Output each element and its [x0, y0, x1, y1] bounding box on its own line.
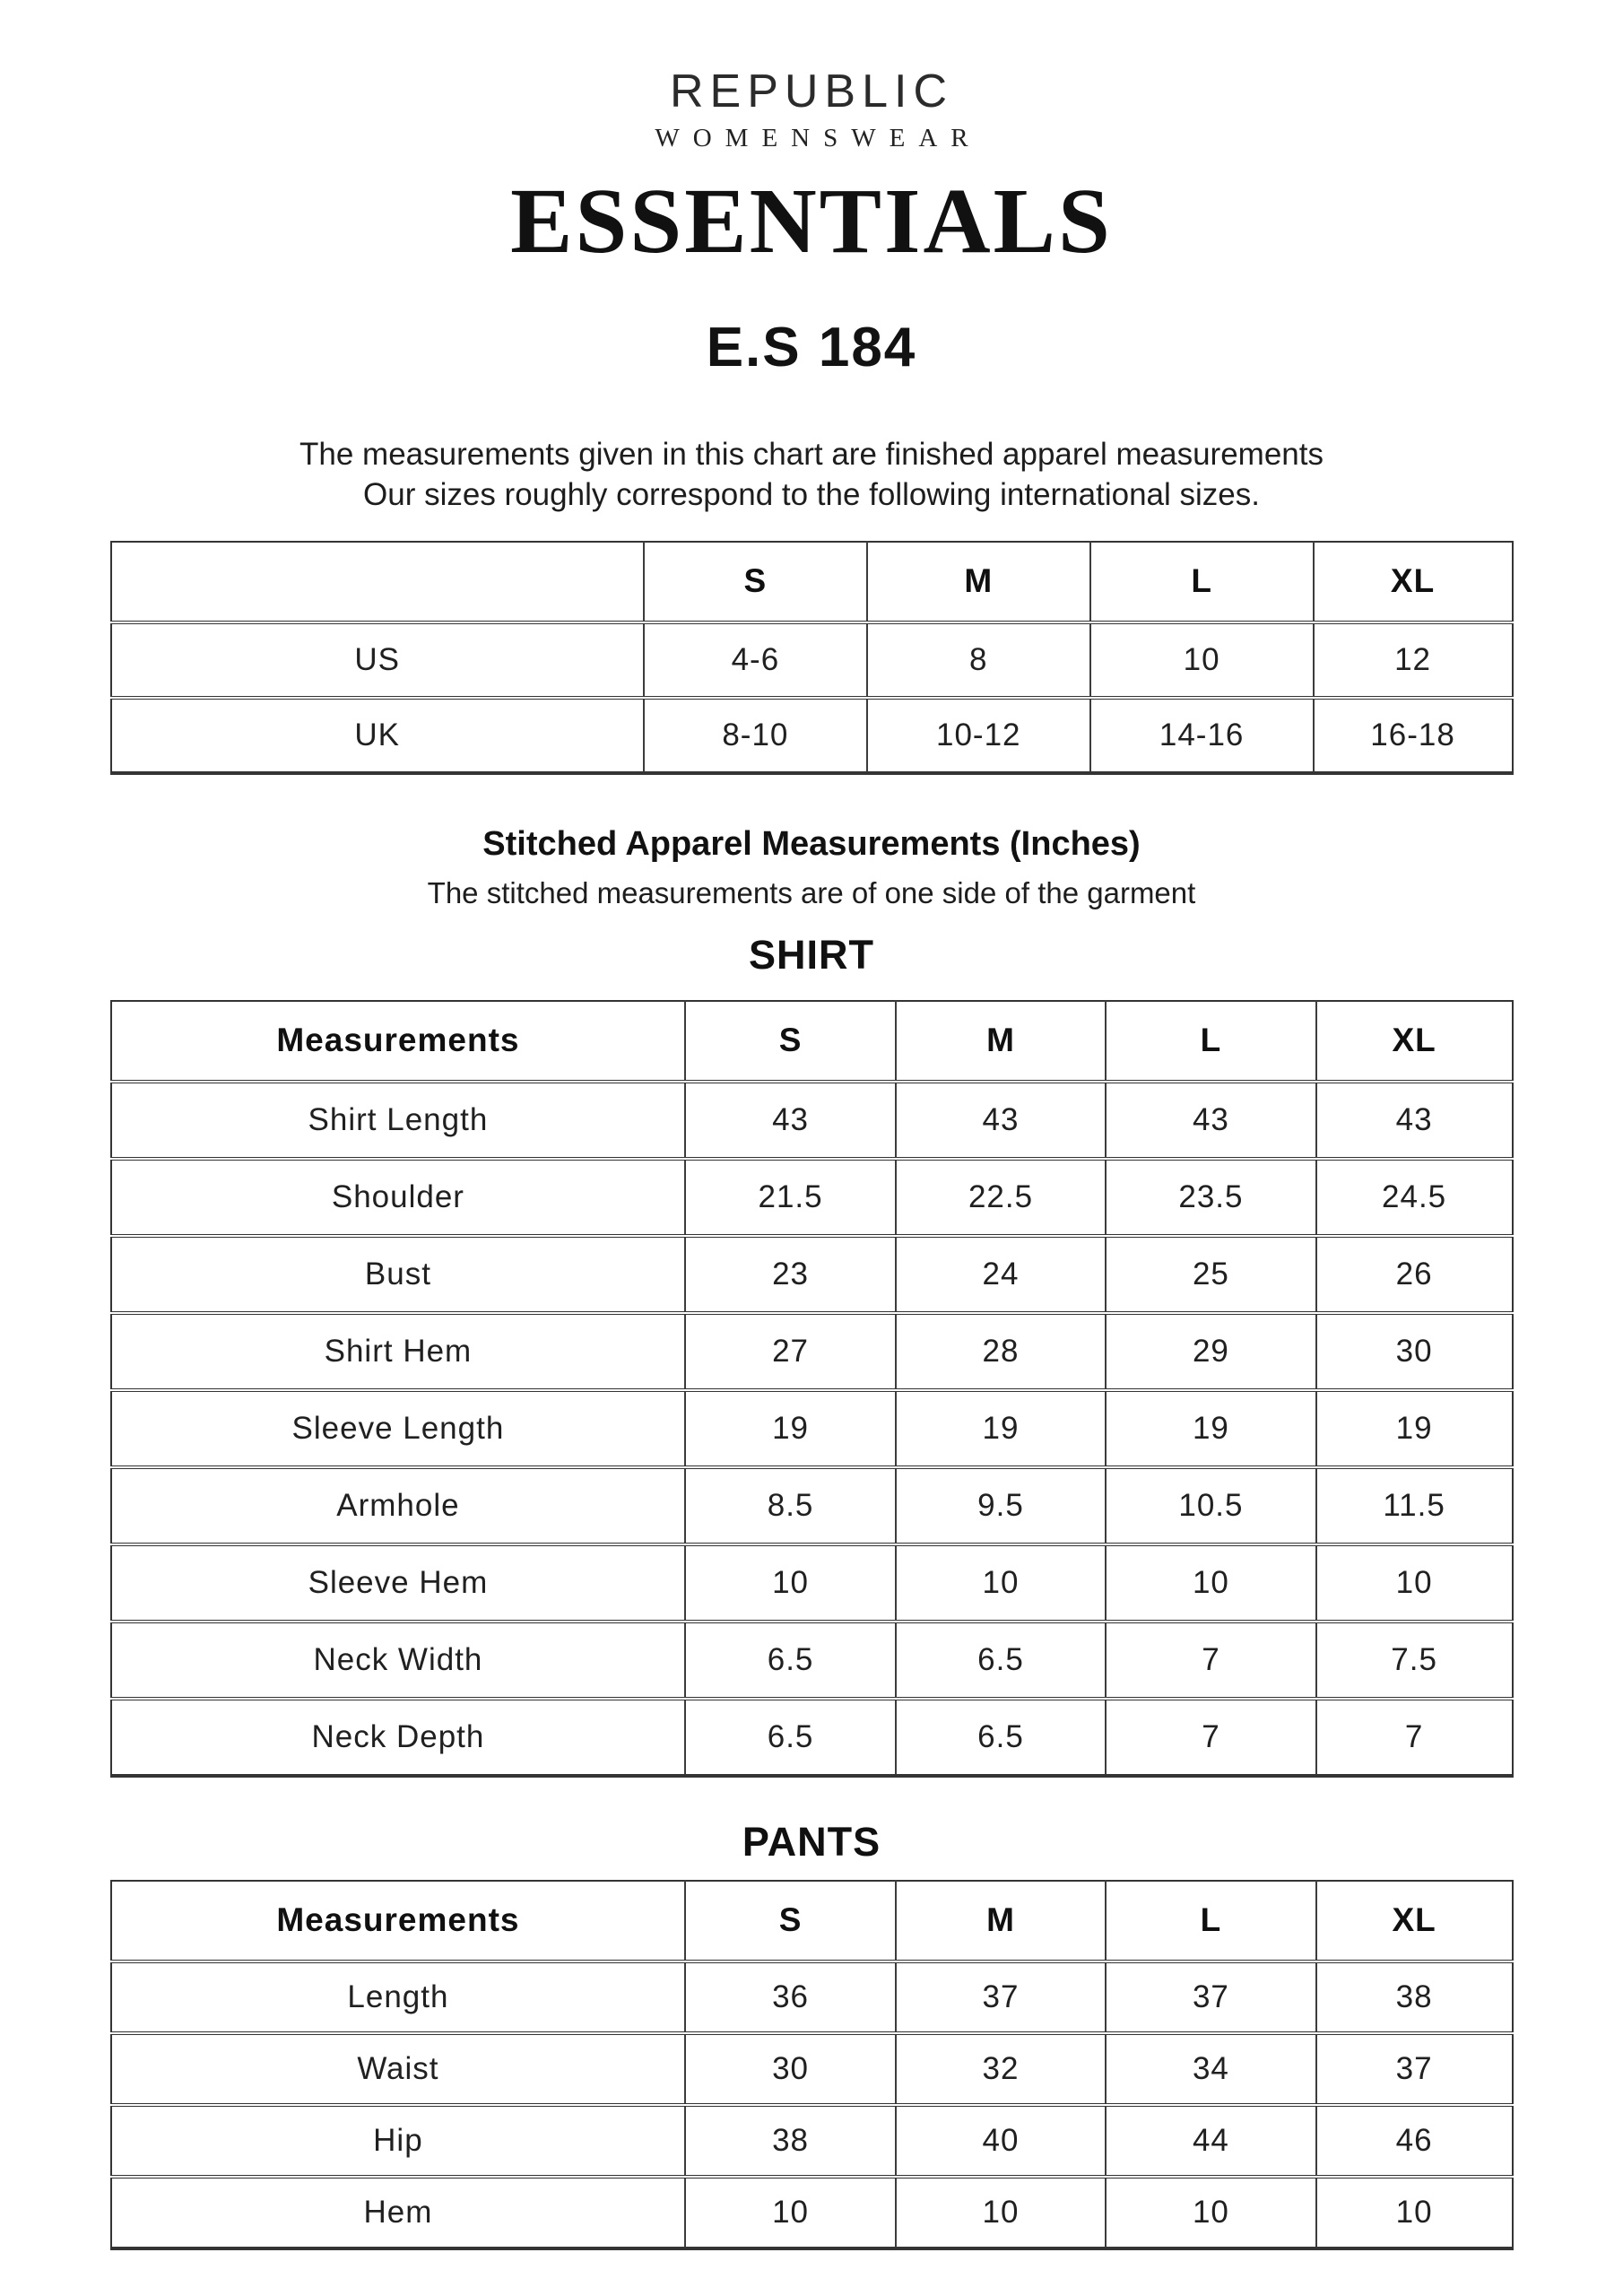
- cell-value: 38: [1316, 1961, 1513, 2033]
- cell-value: 43: [1316, 1082, 1513, 1159]
- column-header-l: L: [1106, 1881, 1315, 1961]
- intro-line-2: Our sizes roughly correspond to the following international sizes.: [363, 476, 1260, 512]
- product-code: E.S 184: [706, 317, 917, 378]
- cell-value: 30: [1316, 1313, 1513, 1390]
- table-row: [111, 2177, 1513, 2248]
- size-table-header-row: [111, 542, 1513, 622]
- cell-value: 10-12: [867, 698, 1090, 773]
- cell-value: 10: [685, 2177, 895, 2248]
- cell-value: 37: [1106, 1961, 1315, 2033]
- table-row: [111, 1313, 1513, 1390]
- table-row: [111, 698, 1513, 773]
- row-label: Sleeve Length: [291, 1410, 505, 1446]
- row-label: Hem: [363, 2194, 433, 2230]
- cell-value: 10.5: [1106, 1467, 1315, 1544]
- row-label: US: [354, 641, 401, 677]
- cell-value: 7.5: [1316, 1622, 1513, 1699]
- row-label: Length: [347, 1979, 449, 2014]
- cell-value: 14-16: [1090, 698, 1314, 773]
- cell-value: 30: [685, 2033, 895, 2105]
- column-header-m: M: [896, 1881, 1106, 1961]
- cell-value: 19: [685, 1390, 895, 1467]
- table-row: [111, 1544, 1513, 1622]
- size-table-corner-cell: [111, 542, 644, 622]
- row-label: Neck Width: [313, 1641, 483, 1677]
- cell-value: 10: [1090, 622, 1314, 698]
- measurements-header: Measurements: [276, 1901, 520, 1939]
- table-row: [111, 1159, 1513, 1236]
- cell-value: 21.5: [685, 1159, 895, 1236]
- table-row: [111, 1082, 1513, 1159]
- cell-value: 19: [896, 1390, 1106, 1467]
- column-header-xl: XL: [1314, 542, 1513, 622]
- cell-value: 28: [896, 1313, 1106, 1390]
- pants-table-header-row: [111, 1881, 1513, 1961]
- table-row: [111, 1961, 1513, 2033]
- cell-value: 24.5: [1316, 1159, 1513, 1236]
- row-label: Armhole: [336, 1487, 460, 1523]
- cell-value: 32: [896, 2033, 1106, 2105]
- measurements-header: Measurements: [276, 1022, 520, 1059]
- cell-value: 43: [1106, 1082, 1315, 1159]
- cell-value: 10: [1106, 1544, 1315, 1622]
- row-label: UK: [354, 717, 401, 752]
- cell-value: 34: [1106, 2033, 1315, 2105]
- column-header-m: M: [867, 542, 1090, 622]
- column-header-xl: XL: [1316, 1881, 1513, 1961]
- cell-value: 10: [1316, 2177, 1513, 2248]
- cell-value: 22.5: [896, 1159, 1106, 1236]
- cell-value: 7: [1106, 1622, 1315, 1699]
- cell-value: 6.5: [685, 1699, 895, 1776]
- cell-value: 12: [1314, 622, 1513, 698]
- column-header-s: S: [685, 1001, 895, 1082]
- cell-value: 29: [1106, 1313, 1315, 1390]
- row-label: Shoulder: [331, 1178, 464, 1214]
- cell-value: 26: [1316, 1236, 1513, 1313]
- row-label: Bust: [364, 1256, 431, 1292]
- column-header-s: S: [685, 1881, 895, 1961]
- cell-value: 10: [1106, 2177, 1315, 2248]
- cell-value: 10: [1316, 1544, 1513, 1622]
- cell-value: 40: [896, 2105, 1106, 2177]
- column-header-l: L: [1090, 542, 1314, 622]
- cell-value: 10: [896, 1544, 1106, 1622]
- column-header-m: M: [896, 1001, 1106, 1082]
- cell-value: 37: [896, 1961, 1106, 2033]
- cell-value: 23: [685, 1236, 895, 1313]
- cell-value: 10: [896, 2177, 1106, 2248]
- cell-value: 8-10: [644, 698, 867, 773]
- cell-value: 11.5: [1316, 1467, 1513, 1544]
- row-label: Waist: [357, 2050, 439, 2086]
- row-label: Shirt Hem: [324, 1333, 473, 1369]
- pants-section-title: PANTS: [742, 1818, 881, 1865]
- row-label: Hip: [373, 2122, 423, 2158]
- cell-value: 6.5: [896, 1699, 1106, 1776]
- cell-value: 7: [1106, 1699, 1315, 1776]
- cell-value: 19: [1316, 1390, 1513, 1467]
- shirt-measurements-table: [110, 1000, 1514, 1778]
- row-label: Shirt Length: [308, 1101, 489, 1137]
- cell-value: 6.5: [896, 1622, 1106, 1699]
- collection-title: ESSENTIALS: [510, 170, 1113, 273]
- brand-name: REPUBLIC: [669, 65, 954, 117]
- stitched-measurements-subheading: The stitched measurements are of one side of the garment: [427, 875, 1196, 909]
- international-size-table: [110, 541, 1514, 775]
- cell-value: 24: [896, 1236, 1106, 1313]
- table-row: [111, 1467, 1513, 1544]
- cell-value: 19: [1106, 1390, 1315, 1467]
- international-size-table-section: [0, 541, 1623, 775]
- table-row: [111, 1390, 1513, 1467]
- cell-value: 37: [1316, 2033, 1513, 2105]
- brand-subtitle: WOMENSWEAR: [655, 124, 982, 152]
- cell-value: 23.5: [1106, 1159, 1315, 1236]
- cell-value: 36: [685, 1961, 895, 2033]
- intro-paragraph: [0, 435, 1623, 516]
- table-row: [111, 1622, 1513, 1699]
- table-row: [111, 2105, 1513, 2177]
- cell-value: 27: [685, 1313, 895, 1390]
- cell-value: 16-18: [1314, 698, 1513, 773]
- table-row: [111, 622, 1513, 698]
- stitched-measurements-heading: Stitched Apparel Measurements (Inches): [482, 824, 1141, 863]
- cell-value: 6.5: [685, 1622, 895, 1699]
- column-header-l: L: [1106, 1001, 1315, 1082]
- cell-value: 8: [867, 622, 1090, 698]
- shirt-table-header-row: [111, 1001, 1513, 1082]
- cell-value: 10: [685, 1544, 895, 1622]
- row-label: Neck Depth: [311, 1718, 485, 1754]
- cell-value: 43: [685, 1082, 895, 1159]
- cell-value: 43: [896, 1082, 1106, 1159]
- shirt-section-title: SHIRT: [749, 931, 874, 978]
- column-header-xl: XL: [1316, 1001, 1513, 1082]
- intro-line-1: The measurements given in this chart are finished apparel measurements: [299, 437, 1324, 472]
- cell-value: 46: [1316, 2105, 1513, 2177]
- cell-value: 8.5: [685, 1467, 895, 1544]
- cell-value: 44: [1106, 2105, 1315, 2177]
- table-row: [111, 2033, 1513, 2105]
- column-header-s: S: [644, 542, 867, 622]
- cell-value: 38: [685, 2105, 895, 2177]
- table-row: [111, 1699, 1513, 1776]
- cell-value: 7: [1316, 1699, 1513, 1776]
- cell-value: 4-6: [644, 622, 867, 698]
- cell-value: 9.5: [896, 1467, 1106, 1544]
- pants-measurements-table: [110, 1880, 1514, 2250]
- cell-value: 25: [1106, 1236, 1315, 1313]
- row-label: Sleeve Hem: [308, 1564, 489, 1600]
- table-row: [111, 1236, 1513, 1313]
